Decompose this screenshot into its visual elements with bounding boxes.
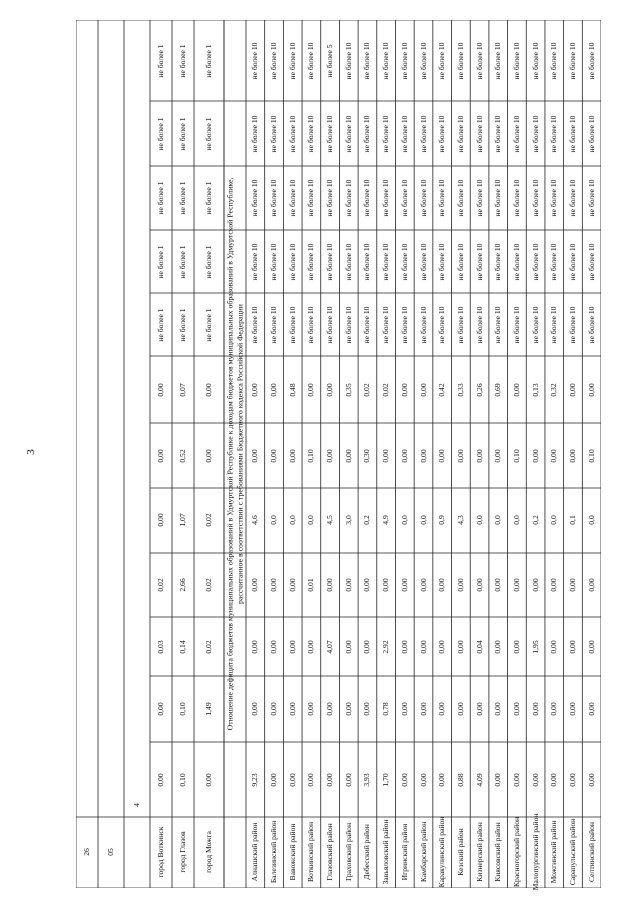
district-row-limit: не более 10 [493, 42, 503, 80]
district-row-value: 9,23 [250, 773, 260, 787]
district-row-name: Кезский район [456, 828, 466, 876]
district-row-value: 0,02 [362, 383, 372, 397]
district-row-value: 0,00 [306, 773, 316, 787]
district-row-value: 0,00 [418, 640, 428, 654]
district-row-name: Каракулинский район [437, 816, 447, 888]
district-row-value: 0,00 [530, 773, 540, 787]
district-row-value: 0,33 [456, 383, 466, 397]
city-row-value: 0,07 [178, 383, 188, 397]
district-row-value: 0,00 [269, 773, 279, 787]
district-row-limit: не более 10 [586, 243, 596, 281]
district-row-limit: не более 10 [568, 179, 578, 217]
district-row-value: 4,5 [325, 515, 335, 525]
table-grid-lines [76, 20, 601, 888]
district-row-value: 0,00 [512, 383, 522, 397]
district-row-limit: не более 10 [343, 115, 353, 153]
district-row-value: 0,00 [474, 702, 484, 716]
city-row-value: 0,10 [178, 773, 188, 787]
district-row-limit: не более 10 [512, 42, 522, 80]
district-row-limit: не более 10 [306, 179, 316, 217]
district-row-limit: не более 10 [493, 306, 503, 344]
district-row-limit: не более 10 [474, 179, 484, 217]
district-row-limit: не более 10 [549, 306, 559, 344]
district-row-value: 0,00 [586, 640, 596, 654]
district-row-value: 0,02 [381, 383, 391, 397]
district-row-value: 0,00 [306, 383, 316, 397]
district-row-limit: не более 10 [418, 115, 428, 153]
district-row-value: 0,00 [437, 640, 447, 654]
city-row-value: 0,00 [156, 449, 166, 463]
district-row-value: 0,00 [437, 449, 447, 463]
district-row-limit: не более 10 [512, 115, 522, 153]
district-row-limit: не более 10 [269, 179, 279, 217]
district-row-value: 0,00 [400, 702, 410, 716]
district-row-value: 4,07 [325, 640, 335, 654]
district-row-value: 0,0 [493, 515, 503, 525]
city-row-value: 0,00 [204, 773, 214, 787]
district-row-limit: не более 10 [381, 306, 391, 344]
rotated-data-table [76, 20, 601, 891]
city-row-limit: не более 1 [156, 308, 166, 342]
district-row-value: 0,35 [343, 383, 353, 397]
district-row-value: 0,2 [362, 515, 372, 525]
city-row-limit: не более 1 [156, 245, 166, 279]
district-row-value: 0,00 [418, 383, 428, 397]
page-number: 3 [24, 449, 37, 455]
district-row-value: 0,00 [418, 578, 428, 592]
district-row-value: 3,0 [343, 515, 353, 525]
district-row-name: Селтинский район [586, 822, 596, 882]
city-row-value: 0,14 [178, 640, 188, 654]
district-row-name: Кизнерский район [474, 822, 484, 882]
district-row-limit: не более 10 [400, 243, 410, 281]
district-row-value: 0,00 [549, 702, 559, 716]
district-row-value: 0,00 [586, 702, 596, 716]
district-row-value: 0,0 [418, 515, 428, 525]
district-row-value: 0,00 [306, 640, 316, 654]
district-row-value: 0,00 [418, 449, 428, 463]
district-row-value: 0,00 [400, 640, 410, 654]
district-row-limit: не более 10 [287, 306, 297, 344]
city-row-value: 0,52 [178, 449, 188, 463]
district-row-value: 0,00 [549, 449, 559, 463]
district-row-limit: не более 10 [250, 243, 260, 281]
district-row-limit: не более 10 [512, 179, 522, 217]
city-row-limit: не более 1 [178, 181, 188, 215]
district-row-value: 0,00 [343, 773, 353, 787]
district-row-limit: не более 10 [306, 42, 316, 80]
district-row-name: Алнашский район [250, 822, 260, 882]
city-row-value: 0,00 [156, 513, 166, 527]
city-row-limit: не более 1 [156, 44, 166, 78]
district-row-name: Камбарский район [418, 821, 428, 883]
district-row-value: 0,78 [381, 702, 391, 716]
district-row-value: 0,00 [325, 702, 335, 716]
district-row-limit: не более 10 [530, 179, 540, 217]
district-row-value: 0,00 [512, 640, 522, 654]
district-row-value: 2,92 [381, 640, 391, 654]
district-row-value: 0,00 [474, 449, 484, 463]
district-row-value: 0,88 [456, 773, 466, 787]
district-row-limit: не более 10 [586, 115, 596, 153]
district-row-value: 0,00 [400, 449, 410, 463]
district-row-limit: не более 10 [343, 179, 353, 217]
district-row-value: 0,0 [512, 515, 522, 525]
city-row-limit: не более 1 [178, 245, 188, 279]
district-row-name: Глазовский район [325, 823, 335, 881]
district-row-name: Граховский район [343, 822, 353, 882]
district-row-value: 0,00 [437, 578, 447, 592]
district-row-value: 0,00 [343, 640, 353, 654]
district-row-value: 0,00 [287, 578, 297, 592]
city-row-limit: не более 1 [178, 44, 188, 78]
district-row-value: 0,00 [456, 640, 466, 654]
district-row-value: 0,26 [474, 383, 484, 397]
city-row-value: 2,66 [178, 578, 188, 592]
district-row-limit: не более 10 [269, 115, 279, 153]
district-row-limit: не более 10 [269, 306, 279, 344]
district-row-limit: не более 10 [418, 243, 428, 281]
district-row-value: 0,00 [568, 702, 578, 716]
district-row-value: 0,10 [512, 449, 522, 463]
district-row-value: 4,6 [250, 515, 260, 525]
district-row-value: 0,00 [568, 773, 578, 787]
district-row-limit: не более 10 [586, 179, 596, 217]
district-row-name: Сарапульский район [568, 818, 578, 886]
district-row-value: 0,00 [568, 578, 578, 592]
district-row-value: 0,00 [400, 578, 410, 592]
district-row-value: 0,10 [586, 449, 596, 463]
code-cell-subsection: 05 [106, 848, 116, 856]
district-row-value: 0,00 [437, 773, 447, 787]
district-row-limit: не более 10 [474, 306, 484, 344]
district-row-limit: не более 10 [362, 306, 372, 344]
district-row-limit: не более 10 [456, 115, 466, 153]
district-row-limit: не более 10 [530, 42, 540, 80]
district-row-name: Завьяловский район [381, 819, 391, 885]
district-row-limit: не более 10 [362, 243, 372, 281]
district-row-value: 0,00 [568, 449, 578, 463]
district-row-value: 0,00 [586, 578, 596, 592]
district-row-value: 0,00 [362, 578, 372, 592]
district-row-value: 0,0 [306, 515, 316, 525]
city-row-name: город Глазов [178, 831, 188, 873]
district-row-limit: не более 10 [362, 42, 372, 80]
district-row-value: 0,00 [549, 578, 559, 592]
district-row-value: 0,9 [437, 515, 447, 525]
district-row-value: 0,00 [269, 640, 279, 654]
district-row-limit: не более 10 [512, 243, 522, 281]
district-row-value: 0,00 [568, 383, 578, 397]
district-row-value: 0,00 [530, 578, 540, 592]
district-row-value: 0,00 [287, 773, 297, 787]
district-row-value: 0,00 [400, 773, 410, 787]
district-row-value: 0,00 [269, 702, 279, 716]
district-row-value: 0,00 [493, 578, 503, 592]
district-row-limit: не более 10 [269, 243, 279, 281]
district-row-limit: не более 10 [474, 115, 484, 153]
district-row-value: 0,00 [512, 773, 522, 787]
city-row-name: город Можга [204, 831, 214, 873]
district-row-limit: не более 10 [250, 115, 260, 153]
district-row-limit: не более 10 [437, 306, 447, 344]
city-row-value: 0,02 [156, 578, 166, 592]
district-row-limit: не более 10 [325, 306, 335, 344]
district-row-value: 4,9 [381, 515, 391, 525]
district-row-limit: не более 10 [381, 179, 391, 217]
district-row-value: 0,00 [586, 383, 596, 397]
city-row-value: 0,02 [204, 640, 214, 654]
district-row-value: 0,00 [287, 449, 297, 463]
district-row-limit: не более 10 [343, 42, 353, 80]
district-row-limit: не более 10 [437, 179, 447, 217]
district-row-value: 1,70 [381, 773, 391, 787]
city-row-limit: не более 1 [204, 44, 214, 78]
district-row-value: 0,00 [381, 449, 391, 463]
district-row-name: Красногорский район [512, 816, 522, 888]
district-row-limit: не более 10 [250, 306, 260, 344]
district-row-value: 0,00 [493, 449, 503, 463]
district-row-value: 0,0 [287, 515, 297, 525]
district-row-value: 0,00 [250, 383, 260, 397]
city-row-limit: не более 1 [178, 117, 188, 151]
district-row-limit: не более 10 [437, 243, 447, 281]
district-row-limit: не более 10 [325, 115, 335, 153]
district-row-value: 0,00 [381, 578, 391, 592]
district-row-value: 0,00 [493, 773, 503, 787]
district-row-value: 0,00 [250, 640, 260, 654]
district-row-limit: не более 10 [568, 115, 578, 153]
district-row-limit: не более 10 [306, 243, 316, 281]
district-row-value: 0,0 [549, 515, 559, 525]
district-row-limit: не более 5 [325, 44, 335, 78]
district-row-limit: не более 10 [586, 306, 596, 344]
district-row-limit: не более 10 [437, 115, 447, 153]
district-row-limit: не более 10 [568, 42, 578, 80]
district-row-value: 0,00 [250, 702, 260, 716]
district-row-name: Дебесский район [362, 824, 372, 880]
district-row-value: 0,00 [549, 773, 559, 787]
district-row-value: 0,00 [269, 383, 279, 397]
district-row-value: 0,00 [493, 640, 503, 654]
district-row-limit: не более 10 [400, 42, 410, 80]
district-row-value: 0,00 [325, 578, 335, 592]
district-row-limit: не более 10 [250, 179, 260, 217]
district-row-value: 0,00 [343, 578, 353, 592]
district-row-limit: не более 10 [400, 115, 410, 153]
district-row-limit: не более 10 [306, 115, 316, 153]
district-row-limit: не более 10 [586, 42, 596, 80]
district-row-limit: не более 10 [530, 115, 540, 153]
district-row-value: 0,0 [474, 515, 484, 525]
district-row-value: 0,00 [456, 578, 466, 592]
code-cell-index: 4 [132, 803, 142, 807]
district-row-value: 0,30 [362, 449, 372, 463]
district-row-value: 0,00 [250, 449, 260, 463]
district-row-name: Можгинский район [549, 820, 559, 884]
city-row-value: 0,00 [156, 383, 166, 397]
district-row-limit: не более 10 [493, 179, 503, 217]
district-row-value: 0,13 [530, 383, 540, 397]
district-row-value: 0,00 [250, 578, 260, 592]
city-row-value: 0,00 [156, 773, 166, 787]
code-cell-number: 26 [82, 848, 92, 856]
district-row-limit: не более 10 [530, 306, 540, 344]
district-row-value: 0,00 [474, 578, 484, 592]
city-row-value: 0,03 [156, 640, 166, 654]
district-row-limit: не более 10 [343, 306, 353, 344]
district-row-value: 0,00 [568, 640, 578, 654]
district-row-limit: не более 10 [456, 42, 466, 80]
district-row-value: 0,0 [400, 515, 410, 525]
district-row-value: 1,95 [530, 640, 540, 654]
district-row-limit: не более 10 [456, 179, 466, 217]
district-row-name: Малопургинский район [530, 813, 540, 891]
district-row-limit: не более 10 [456, 306, 466, 344]
district-row-limit: не более 10 [362, 179, 372, 217]
district-row-value: 0,0 [586, 515, 596, 525]
district-row-limit: не более 10 [381, 115, 391, 153]
district-row-limit: не более 10 [343, 243, 353, 281]
district-row-limit: не более 10 [325, 243, 335, 281]
city-row-value: 0,10 [178, 702, 188, 716]
city-row-value: 1,07 [178, 513, 188, 527]
district-row-value: 4,09 [474, 773, 484, 787]
district-row-name: Игринский район [400, 823, 410, 881]
district-row-value: 0,0 [269, 515, 279, 525]
district-row-value: 0,69 [493, 383, 503, 397]
city-row-value: 0,00 [156, 702, 166, 716]
district-row-value: 0,00 [512, 702, 522, 716]
city-row-limit: не более 1 [156, 181, 166, 215]
district-row-limit: не более 10 [549, 42, 559, 80]
district-row-value: 0,01 [306, 578, 316, 592]
district-row-limit: не более 10 [493, 115, 503, 153]
district-row-value: 0,00 [456, 702, 466, 716]
district-row-limit: не более 10 [250, 42, 260, 80]
district-row-value: 0,00 [325, 383, 335, 397]
section-title: Отношение дефицита бюджетов муниципальных образований в Удмуртской Республике к доходам бюджетов муниципальных образований в Удмуртской Республике, рассчитанное в соответствии с требованиями Бюджетного кодекса Российской Федерации [225, 177, 244, 731]
district-row-limit: не более 10 [418, 42, 428, 80]
district-row-value: 0,00 [586, 773, 596, 787]
district-row-value: 0,00 [269, 578, 279, 592]
district-row-limit: не более 10 [549, 115, 559, 153]
city-row-limit: не более 1 [204, 117, 214, 151]
district-row-limit: не более 10 [474, 243, 484, 281]
district-row-limit: не более 10 [512, 306, 522, 344]
city-row-limit: не более 1 [204, 308, 214, 342]
district-row-value: 0,00 [418, 702, 428, 716]
district-row-limit: не более 10 [325, 179, 335, 217]
district-row-limit: не более 10 [549, 243, 559, 281]
city-row-limit: не более 1 [156, 117, 166, 151]
district-row-limit: не более 10 [269, 42, 279, 80]
city-row-value: 0,00 [204, 449, 214, 463]
district-row-value: 0,00 [343, 702, 353, 716]
district-row-limit: не более 10 [549, 179, 559, 217]
district-row-value: 0,00 [269, 449, 279, 463]
district-row-value: 0,00 [362, 640, 372, 654]
district-row-limit: не более 10 [418, 179, 428, 217]
district-row-value: 0,00 [456, 449, 466, 463]
district-row-name: Воткинский район [306, 821, 316, 883]
district-row-limit: не более 10 [493, 243, 503, 281]
district-row-limit: не более 10 [437, 42, 447, 80]
district-row-limit: не более 10 [568, 243, 578, 281]
city-row-value: 0,02 [204, 513, 214, 527]
district-row-value: 0,42 [437, 383, 447, 397]
city-row-value: 1,49 [204, 702, 214, 716]
district-row-value: 0,00 [437, 702, 447, 716]
district-row-value: 0,04 [474, 640, 484, 654]
district-row-limit: не более 10 [568, 306, 578, 344]
district-row-name: Балезинский район [269, 820, 279, 884]
district-row-value: 0,00 [549, 640, 559, 654]
district-row-limit: не более 10 [306, 306, 316, 344]
district-row-limit: не более 10 [287, 115, 297, 153]
district-row-value: 0,00 [400, 383, 410, 397]
district-row-value: 0,2 [530, 515, 540, 525]
district-row-value: 0,00 [287, 640, 297, 654]
district-row-value: 3,93 [362, 773, 372, 787]
district-row-value: 0,10 [306, 449, 316, 463]
district-row-limit: не более 10 [362, 115, 372, 153]
district-row-limit: не более 10 [287, 243, 297, 281]
district-row-name: Вавожский район [287, 823, 297, 881]
city-row-limit: не более 1 [204, 181, 214, 215]
city-row-limit: не более 1 [204, 245, 214, 279]
district-row-value: 0,00 [325, 449, 335, 463]
district-row-limit: не более 10 [456, 243, 466, 281]
district-row-value: 0,00 [530, 702, 540, 716]
district-row-value: 0,48 [287, 383, 297, 397]
district-row-value: 0,00 [362, 702, 372, 716]
district-row-value: 0,32 [549, 383, 559, 397]
district-row-value: 0,00 [530, 449, 540, 463]
city-row-value: 0,02 [204, 578, 214, 592]
district-row-value: 0,00 [418, 773, 428, 787]
district-row-value: 0,1 [568, 515, 578, 525]
district-row-limit: не более 10 [400, 179, 410, 217]
city-row-value: 0,00 [204, 383, 214, 397]
city-row-name: город Воткинск [156, 826, 166, 878]
district-row-limit: не более 10 [381, 243, 391, 281]
district-row-name: Киясовский район [493, 822, 503, 882]
district-row-limit: не более 10 [418, 306, 428, 344]
district-row-limit: не более 10 [381, 42, 391, 80]
district-row-limit: не более 10 [530, 243, 540, 281]
district-row-value: 0,00 [325, 773, 335, 787]
district-row-limit: не более 10 [400, 306, 410, 344]
district-row-limit: не более 10 [474, 42, 484, 80]
district-row-value: 0,00 [306, 702, 316, 716]
district-row-limit: не более 10 [287, 179, 297, 217]
district-row-value: 0,00 [512, 578, 522, 592]
district-row-value: 0,00 [287, 702, 297, 716]
district-row-limit: не более 10 [287, 42, 297, 80]
district-row-value: 0,00 [343, 449, 353, 463]
district-row-value: 0,00 [493, 702, 503, 716]
district-row-value: 4,3 [456, 515, 466, 525]
city-row-limit: не более 1 [178, 308, 188, 342]
